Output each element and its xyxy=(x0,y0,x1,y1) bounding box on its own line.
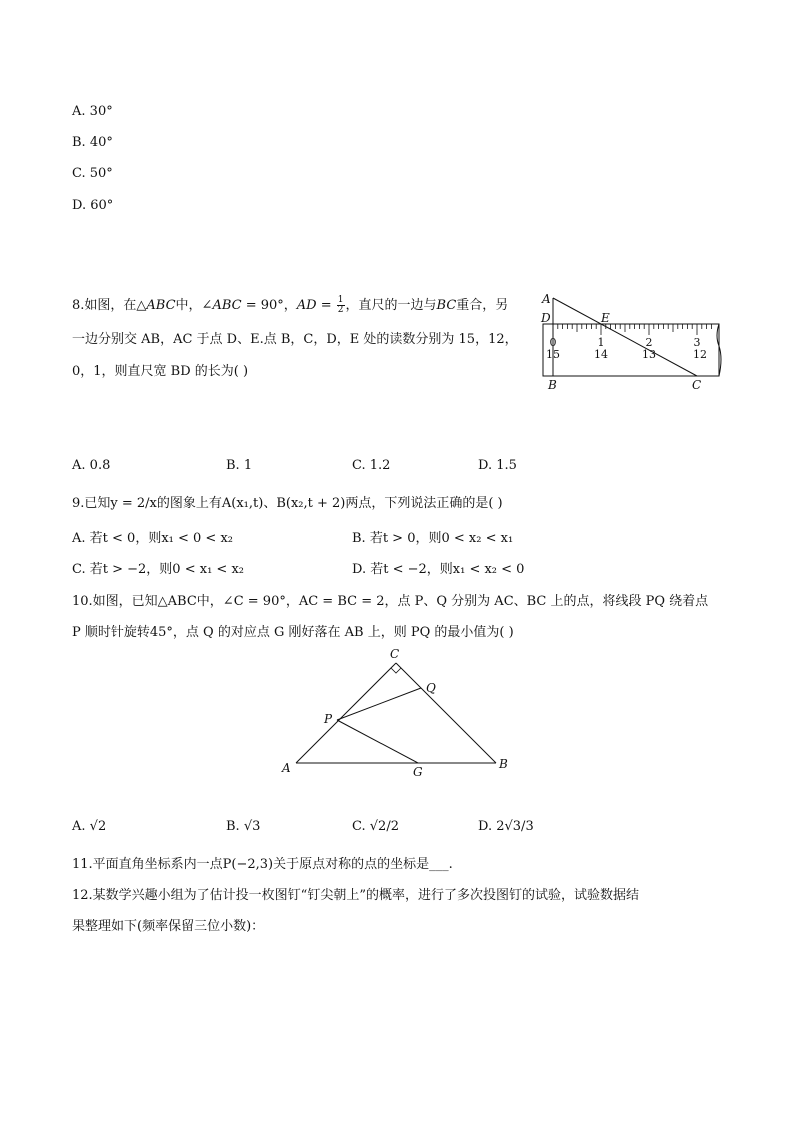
q7-option-a xyxy=(72,103,113,121)
q9-option-d xyxy=(352,561,524,579)
q9-option-a-text: 若t < 0，则x₁ < 0 < x₂ xyxy=(89,531,233,546)
q7-option-b-text: 40° xyxy=(89,135,113,150)
q10-option-b xyxy=(226,818,260,836)
label-a: A xyxy=(542,292,551,306)
q8-frac-den: 2 xyxy=(337,305,344,315)
q9-option-a xyxy=(72,530,233,548)
q10-stem-line2: P 顺时针旋转45°，点 Q 的对应点 G 刚好落在 AB 上，则 PQ 的最小值为( ) xyxy=(72,625,514,640)
segment-ac xyxy=(296,663,396,763)
q10-option-d-text: 2√3/3 xyxy=(496,819,534,834)
q10-option-c-text: √2/2 xyxy=(369,819,399,834)
label-c: C xyxy=(692,378,702,392)
q8-stem-line3: 0，1，则直尺宽 BD 的长为( ) xyxy=(72,364,249,379)
q9-option-d-letter: D. xyxy=(352,562,367,577)
label-d: D xyxy=(541,311,551,325)
q8-option-d-text: 1.5 xyxy=(496,458,517,473)
label-e: E xyxy=(601,311,610,325)
q8-fraction xyxy=(337,296,345,315)
q9-option-c-letter: C. xyxy=(72,562,86,577)
segment-cb xyxy=(396,663,496,763)
q10-stem-line1: 10.如图，已知△ABC中，∠C = 90°，AC = BC = 2，点 P、Q 分别为 AC、BC 上的点，将线段 PQ 绕着点 xyxy=(72,594,709,609)
q9-option-b-text: 若t > 0，则0 < x₂ < x₁ xyxy=(369,531,514,546)
q8-option-b-text: 1 xyxy=(243,458,253,473)
segment-pq xyxy=(337,688,421,720)
q11-stem: 11.平面直角坐标系内一点P(−2,3)关于原点对称的点的坐标是___. xyxy=(72,857,453,872)
q9-stem: 9.已知y = 2/x的图象上有A(x₁,t)、B(x₂,t + 2)两点，下列说法正确的是( ) xyxy=(72,496,503,511)
ruler-bottom-14: 14 xyxy=(594,348,608,361)
ruler-top-2: 2 xyxy=(645,336,653,349)
q8-ruler-figure xyxy=(535,288,735,394)
q8-segment-ad: AD xyxy=(296,298,317,313)
q8-option-c-letter: C. xyxy=(352,458,366,473)
q7-option-a-text: 30° xyxy=(89,104,113,119)
ruler-top-1: 1 xyxy=(597,336,605,349)
label-b: B xyxy=(548,378,557,392)
ruler-bottom-15: 15 xyxy=(546,348,560,361)
q7-option-c-letter: C. xyxy=(72,166,86,181)
q8-option-a xyxy=(72,457,110,475)
q10-option-a-text: √2 xyxy=(89,819,107,834)
q8-frac-num: 1 xyxy=(337,295,344,305)
q10-option-c-letter: C. xyxy=(352,819,366,834)
q8-option-c-text: 1.2 xyxy=(369,458,391,473)
q12-stem-line2: 果整理如下(频率保留三位小数)： xyxy=(72,919,265,934)
q7-option-c xyxy=(72,165,113,183)
q8-option-d-letter: D. xyxy=(478,458,493,473)
q8-text: = 90°， xyxy=(241,298,297,313)
label-a: A xyxy=(282,761,291,775)
q9-option-b xyxy=(352,530,513,548)
q10-option-b-text: √3 xyxy=(243,819,261,834)
q8-option-c xyxy=(352,457,390,475)
ruler-bottom-13: 13 xyxy=(642,348,656,361)
label-g: G xyxy=(413,765,423,779)
q7-option-d-text: 60° xyxy=(90,198,114,213)
q8-stem-line2: 一边分别交 AB，AC 于点 D、E.点 B，C，D，E 处的读数分别为 15，12， xyxy=(72,332,518,347)
ruler-top-3: 3 xyxy=(693,336,701,349)
q8-text: ，直尺的一边与 xyxy=(345,298,437,313)
q7-option-b-letter: B. xyxy=(72,135,86,150)
ruler-bottom-12: 12 xyxy=(693,348,707,361)
q9-option-c-text: 若t > −2，则0 < x₁ < x₂ xyxy=(89,562,244,577)
q8-option-b-letter: B. xyxy=(226,458,240,473)
q10-option-a-letter: A. xyxy=(72,819,86,834)
q10-option-b-letter: B. xyxy=(226,819,240,834)
q8-text: = xyxy=(316,298,336,313)
q8-option-a-letter: A. xyxy=(72,458,86,473)
q9-option-a-letter: A. xyxy=(72,531,86,546)
q8-angle-name: ABC xyxy=(212,298,242,313)
q7-option-d xyxy=(72,197,113,215)
q8-text: 中，∠ xyxy=(175,298,213,313)
label-q: Q xyxy=(426,681,436,695)
q12-stem-line1: 12.某数学兴趣小组为了估计投一枚图钉“钉尖朝上”的概率，进行了多次投图钉的试验，试验数据结 xyxy=(72,888,639,903)
q8-triangle-name: ABC xyxy=(146,298,176,313)
q10-option-c xyxy=(352,818,399,836)
q8-segment-bc: BC xyxy=(436,298,457,313)
q10-triangle-figure xyxy=(275,642,525,782)
right-angle-mark xyxy=(391,668,401,673)
label-b: B xyxy=(499,757,508,771)
q7-option-d-letter: D. xyxy=(72,198,87,213)
segment-pg xyxy=(337,720,418,763)
q8-option-b xyxy=(226,457,252,475)
q8-option-a-text: 0.8 xyxy=(89,458,111,473)
q10-option-d xyxy=(478,818,534,836)
q9-option-b-letter: B. xyxy=(352,531,366,546)
label-p: P xyxy=(324,712,333,726)
q9-option-c xyxy=(72,561,244,579)
q8-text: 8.如图，在△ xyxy=(72,298,147,313)
q7-option-a-letter: A. xyxy=(72,104,86,119)
ruler-top-0: 0 xyxy=(549,336,557,349)
label-c: C xyxy=(390,647,400,661)
q10-option-d-letter: D. xyxy=(478,819,493,834)
q7-option-b xyxy=(72,134,113,152)
q10-option-a xyxy=(72,818,106,836)
q7-option-c-text: 50° xyxy=(89,166,113,181)
q8-option-d xyxy=(478,457,517,475)
q8-text: 重合，另 xyxy=(456,298,509,313)
q8-stem-line1 xyxy=(72,296,508,315)
q9-option-d-text: 若t < −2，则x₁ < x₂ < 0 xyxy=(370,562,525,577)
